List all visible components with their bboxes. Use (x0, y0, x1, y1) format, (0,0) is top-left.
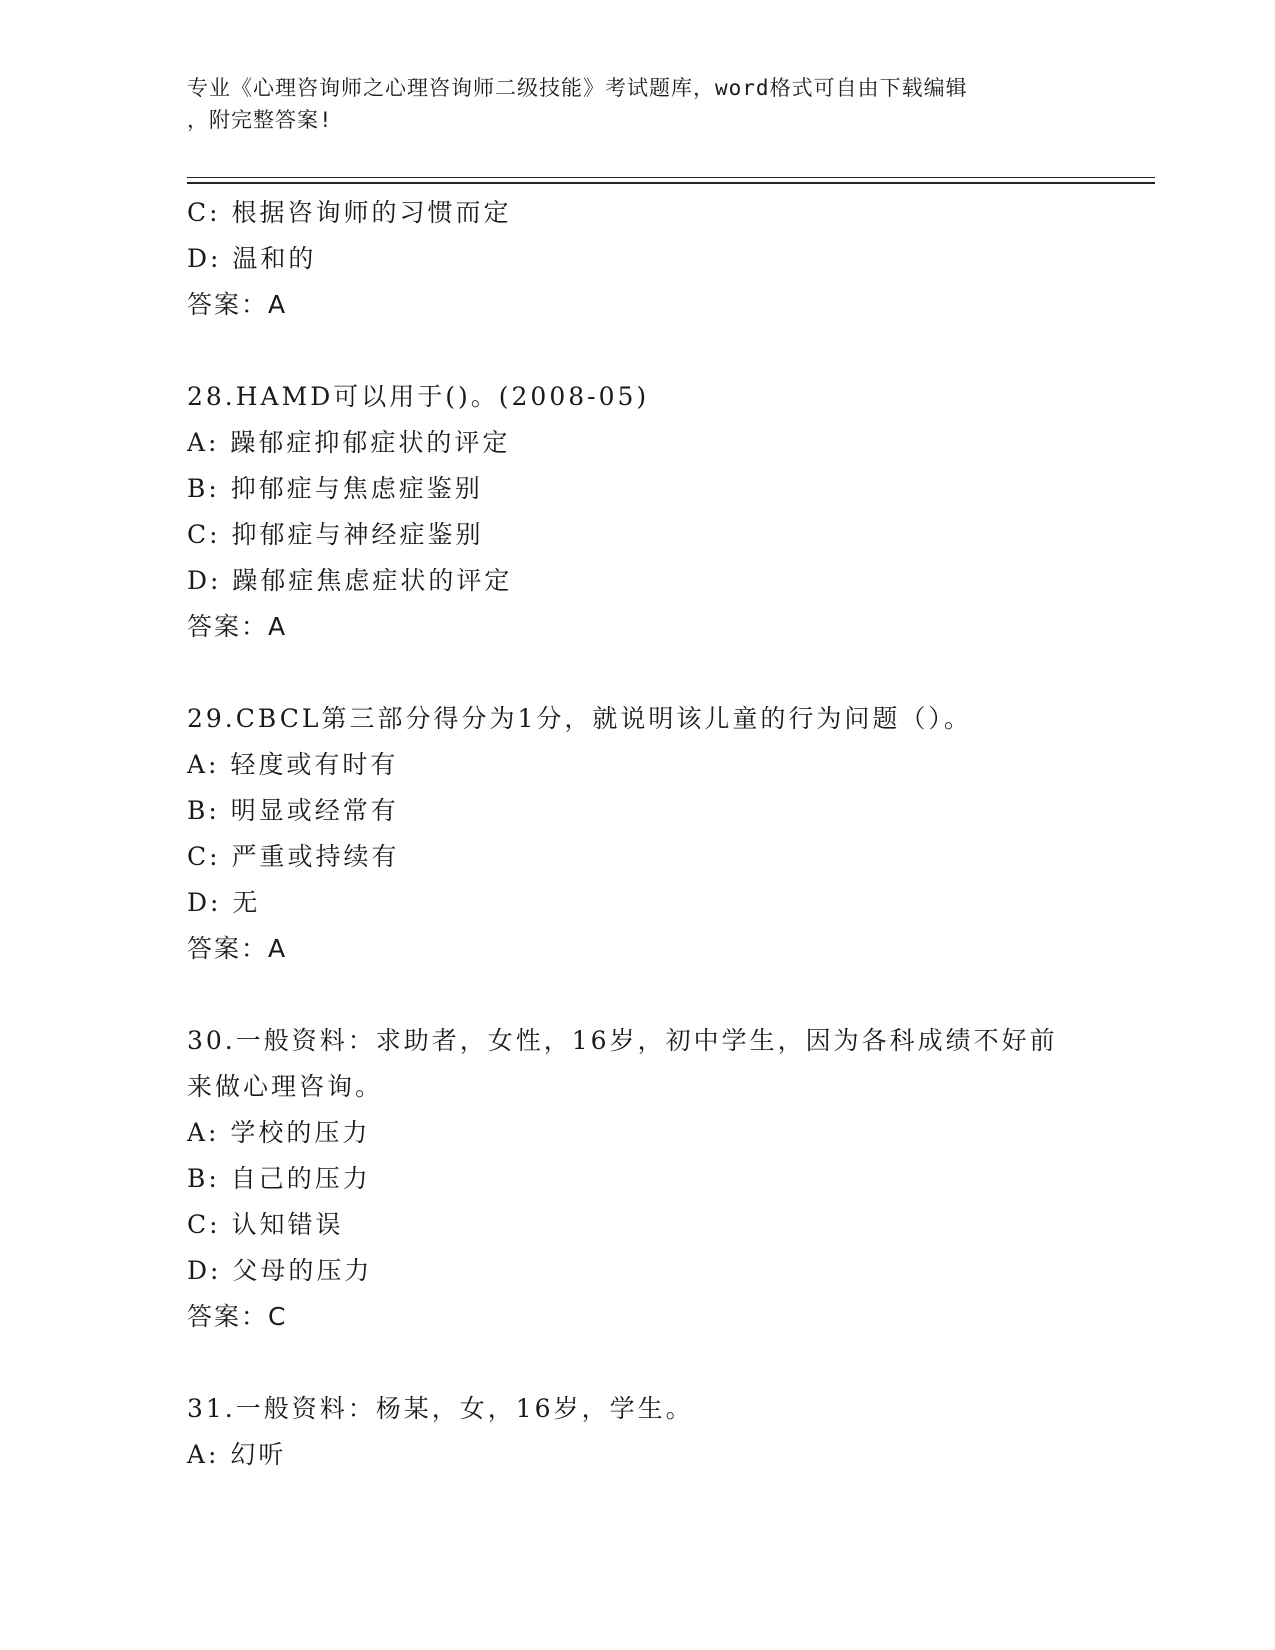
option-b: B: 抑郁症与焦虑症鉴别 (187, 474, 483, 503)
question-text-line-2: 来做心理咨询。 (187, 1072, 384, 1101)
option-c: C: 严重或持续有 (187, 842, 400, 871)
option-d: D: 温和的 (187, 244, 317, 273)
question-28 (187, 374, 1147, 650)
answer: 答案：A (187, 612, 288, 641)
question-30 (187, 1018, 1147, 1340)
question-text-line-1: 30.一般资料：求助者，女性，16岁，初中学生，因为各科成绩不好前 (187, 1026, 1058, 1055)
option-a: A: 轻度或有时有 (187, 750, 399, 779)
option-c: C: 根据咨询师的习惯而定 (187, 198, 512, 227)
question-text: 29.CBCL第三部分得分为1分，就说明该儿童的行为问题（）。 (187, 704, 972, 733)
option-c: C: 认知错误 (187, 1210, 344, 1239)
answer: 答案：A (187, 290, 288, 319)
header-line-2: ，附完整答案! (187, 108, 333, 132)
question-text: 28.HAMD可以用于()。(2008-05) (187, 382, 650, 411)
option-a: A: 学校的压力 (187, 1118, 371, 1147)
answer: 答案：A (187, 934, 288, 963)
question-27-tail (187, 190, 1147, 328)
document-header (187, 72, 1087, 136)
option-a: A: 躁郁症抑郁症状的评定 (187, 428, 511, 457)
header-line-1: 专业《心理咨询师之心理咨询师二级技能》考试题库，word格式可自由下载编辑 (187, 76, 968, 100)
question-31 (187, 1386, 1147, 1478)
option-d: D: 父母的压力 (187, 1256, 373, 1285)
question-list (187, 190, 1147, 1478)
option-c: C: 抑郁症与神经症鉴别 (187, 520, 484, 549)
option-a: A: 幻听 (187, 1440, 287, 1469)
option-b: B: 明显或经常有 (187, 796, 399, 825)
header-rule-thin (187, 177, 1155, 178)
answer: 答案：C (187, 1302, 288, 1331)
option-d: D: 躁郁症焦虑症状的评定 (187, 566, 513, 595)
question-29 (187, 696, 1147, 972)
option-d: D: 无 (187, 888, 261, 917)
question-text: 31.一般资料：杨某，女，16岁，学生。 (187, 1394, 694, 1423)
option-b: B: 自己的压力 (187, 1164, 371, 1193)
header-rule-thick (187, 182, 1155, 184)
